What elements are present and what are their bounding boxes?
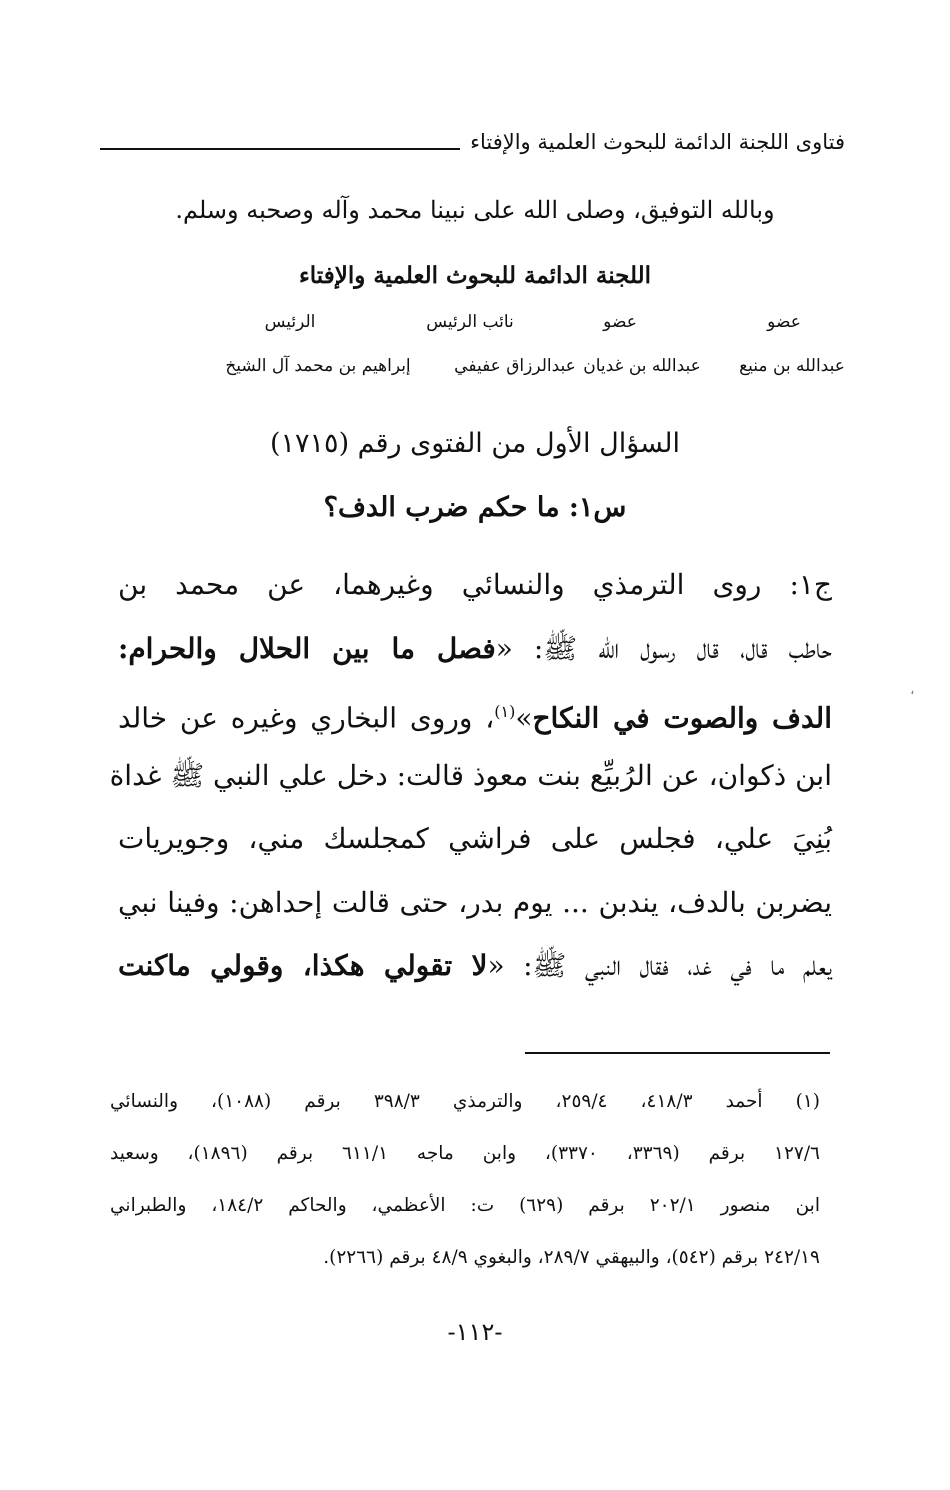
footnote-line: ابن منصور ٢٠٢/١ برقم (٦٢٩) ت: الأعظمي، والحاكم ١٨٤/٢، والطبراني <box>110 1195 820 1216</box>
answer-line <box>118 680 832 744</box>
answer-line <box>118 617 832 681</box>
footnote-line: ١٢٧/٦ برقم (٣٣٦٩، ٣٣٧٠)، وابن ماجه ٦١١/١ برقم (١٨٩٦)، وسعيد <box>110 1143 820 1164</box>
member-name: عبدالله بن منيع <box>739 356 845 376</box>
answer-paragraph <box>109 553 832 998</box>
running-title: فتاوى اللجنة الدائمة للبحوث العلمية والإفتاء <box>470 130 845 154</box>
footnote-rule <box>525 1052 830 1054</box>
footnote-line: (١) أحمد ٤١٨/٣، ٢٥٩/٤، والترمذي ٣٩٨/٣ برقم (١٠٨٨)، والنسائي <box>110 1091 820 1112</box>
answer-line: يضربن بالدف، يندبن ... يوم بدر، حتى قالت إحداهن: وفينا نبي <box>118 885 832 919</box>
answer-line <box>118 934 832 998</box>
answer-text: ، وروى البخاري وغيره عن خالد <box>118 701 495 735</box>
running-header <box>100 122 845 162</box>
page-number: -١١٢- <box>447 1318 503 1346</box>
answer-line: ج١: روى الترمذي والنسائي وغيرهما، عن محمد بن <box>118 568 832 601</box>
committee-title: اللجنة الدائمة للبحوث العلمية والإفتاء <box>298 262 652 289</box>
answer-text: يعلم ما في غد، فقال النبي ﷺ: « <box>487 949 832 982</box>
vice-president-name: عبدالرزاق عفيفي <box>454 356 576 376</box>
footnote-ref[interactable]: (١) <box>494 702 516 721</box>
quote-close: » <box>515 701 533 735</box>
footnote-line: ٢٤٢/١٩ برقم (٥٤٢)، والبيهقي ٢٨٩/٧، والبغوي ٤٨/٩ برقم (٢٢٦٦). <box>323 1247 820 1268</box>
answer-text: حاطب قال، قال رسول الله ﷺ: « <box>495 631 832 665</box>
answer-line: بُنِيَ علي، فجلس على فراشي كمجلسك مني، وجويريات <box>118 822 832 855</box>
hadith-quote: فصل ما بين الحلال والحرام: <box>118 631 496 665</box>
question-text: س١: ما حكم ضرب الدف؟ <box>323 492 627 523</box>
vice-president-role: نائب الرئيس <box>426 312 514 332</box>
margin-mark: ، <box>910 682 915 698</box>
hadith-quote: الدف والصوت في النكاح <box>532 701 832 735</box>
member-role: عضو <box>603 312 637 332</box>
president-name: إبراهيم بن محمد آل الشيخ <box>225 356 411 376</box>
president-role: الرئيس <box>264 312 316 332</box>
fatwa-question-header: السؤال الأول من الفتوى رقم (١٧١٥) <box>270 428 680 459</box>
header-rule <box>100 148 460 150</box>
hadith-quote: لا تقولي هكذا، وقولي ماكنت <box>118 949 488 982</box>
member-name: عبدالله بن غديان <box>583 356 701 376</box>
member-role: عضو <box>767 312 801 332</box>
answer-line: ابن ذكوان، عن الرُبيِّع بنت معوذ قالت: دخل علي النبي ﷺ غداة <box>109 758 832 792</box>
closing-formula: وبالله التوفيق، وصلى الله على نبينا محمد وآله وصحبه وسلم. <box>175 196 775 224</box>
footnotes <box>110 1076 820 1284</box>
